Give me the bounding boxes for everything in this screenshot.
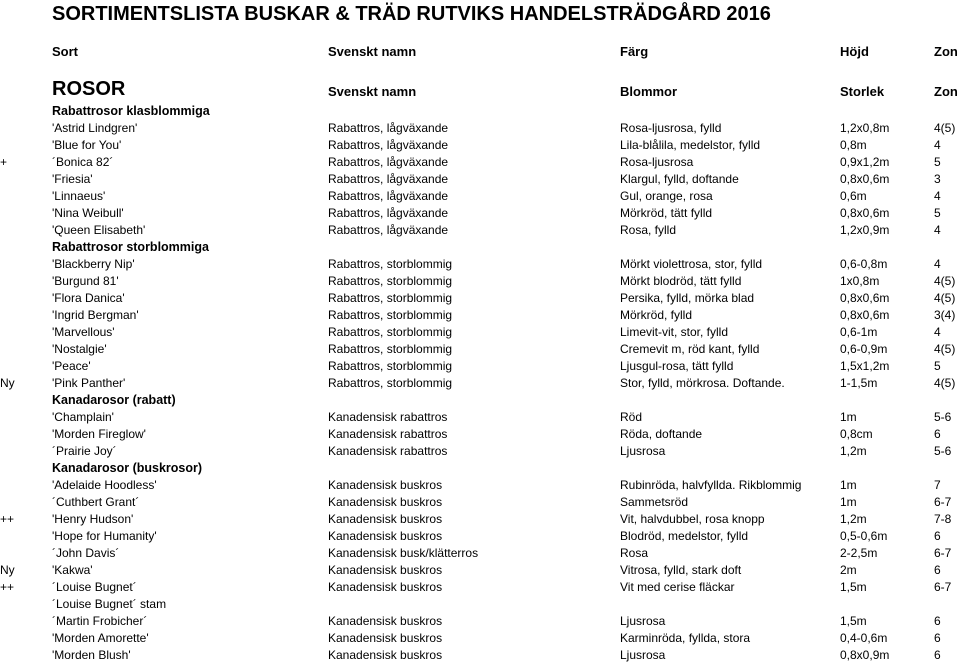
cell-hojd: 1m: [840, 495, 857, 509]
cell-sort: ´Bonica 82´: [52, 155, 114, 169]
cell-svenskt-namn: Rabattros, storblommig: [328, 291, 453, 305]
cell-sort: ´Prairie Joy´: [52, 444, 117, 458]
cell-farg: Rosa-ljusrosa: [620, 155, 694, 169]
cell-sort: 'Morden Fireglow': [52, 427, 146, 441]
table-row: [0, 427, 960, 444]
cell-hojd: 0,8x0,9m: [840, 648, 890, 662]
cell-hojd: 1m: [840, 410, 857, 424]
cell-hojd: 1,2x0,9m: [840, 223, 890, 237]
table-row: [0, 291, 960, 308]
table-row: [0, 121, 960, 138]
cell-sort: 'Astrid Lindgren': [52, 121, 138, 135]
cell-svenskt-namn: Rabattros, lågväxande: [328, 223, 449, 237]
cell-sort: ´Louise Bugnet´ stam: [52, 597, 167, 611]
row-marker: Ny: [0, 376, 15, 390]
cell-zon: 6-7: [934, 495, 952, 509]
cell-sort: ´Louise Bugnet´: [52, 580, 137, 594]
table-row: [0, 172, 960, 189]
cell-zon: 4(5): [934, 274, 956, 288]
table-row: [0, 631, 960, 648]
table-row: [0, 206, 960, 223]
cell-hojd: 0,6-0,9m: [840, 342, 888, 356]
cell-farg: Lila-blålila, medelstor, fylld: [620, 138, 761, 152]
cell-farg: Ljusrosa: [620, 648, 666, 662]
cell-farg: Limevit-vit, stor, fylld: [620, 325, 729, 339]
cell-hojd: 0,6-1m: [840, 325, 878, 339]
cell-sort: 'Morden Blush': [52, 648, 131, 662]
table-row: [0, 138, 960, 155]
table-row: [0, 155, 960, 172]
cell-zon: 4: [934, 257, 941, 271]
cell-zon: 5: [934, 155, 941, 169]
table-row: [0, 495, 960, 512]
table-row: [0, 342, 960, 359]
cell-sort: 'Linnaeus': [52, 189, 106, 203]
subheader-storlek: Storlek: [840, 84, 885, 99]
table-row: [0, 580, 960, 597]
cell-zon: 5-6: [934, 444, 952, 458]
table-row: [0, 308, 960, 325]
cell-hojd: 0,5-0,6m: [840, 529, 888, 543]
cell-svenskt-namn: Kanadensisk rabattros: [328, 410, 448, 424]
cell-svenskt-namn: Kanadensisk buskros: [328, 495, 443, 509]
cell-zon: 7-8: [934, 512, 952, 526]
cell-svenskt-namn: Rabattros, storblommig: [328, 376, 453, 390]
cell-zon: 4: [934, 325, 941, 339]
column-header-svenskt-namn: Svenskt namn: [328, 44, 417, 59]
cell-farg: Vitrosa, fylld, stark doft: [620, 563, 742, 577]
cell-farg: Vit med cerise fläckar: [620, 580, 735, 594]
cell-zon: 3(4): [934, 308, 956, 322]
cell-farg: Ljusrosa: [620, 444, 666, 458]
table-row: [0, 274, 960, 291]
cell-hojd: 1m: [840, 478, 857, 492]
column-header-hojd: Höjd: [840, 44, 869, 59]
cell-svenskt-namn: Rabattros, storblommig: [328, 325, 453, 339]
cell-sort: 'Ingrid Bergman': [52, 308, 139, 322]
cell-zon: 6: [934, 529, 941, 543]
cell-sort: ´Martin Frobicher´: [52, 614, 148, 628]
cell-hojd: 0,8cm: [840, 427, 873, 441]
cell-sort: 'Pink Panther': [52, 376, 126, 390]
cell-sort: 'Blackberry Nip': [52, 257, 135, 271]
cell-zon: 4: [934, 189, 941, 203]
cell-zon: 6: [934, 648, 941, 662]
cell-svenskt-namn: Rabattros, storblommig: [328, 257, 453, 271]
cell-sort: 'Peace': [52, 359, 91, 373]
cell-farg: Röd: [620, 410, 643, 424]
cell-svenskt-namn: Rabattros, lågväxande: [328, 121, 449, 135]
table-row: [0, 376, 960, 393]
cell-farg: Rubinröda, halvfyllda. Rikblommig: [620, 478, 802, 492]
cell-svenskt-namn: Rabattros, lågväxande: [328, 189, 449, 203]
cell-svenskt-namn: Rabattros, lågväxande: [328, 172, 449, 186]
cell-hojd: 2-2,5m: [840, 546, 878, 560]
cell-svenskt-namn: Rabattros, storblommig: [328, 308, 453, 322]
table-row: [0, 563, 960, 580]
cell-hojd: 0,9x1,2m: [840, 155, 890, 169]
cell-zon: 7: [934, 478, 941, 492]
table-row: [0, 189, 960, 206]
cell-sort: 'Marvellous': [52, 325, 115, 339]
cell-svenskt-namn: Kanadensisk rabattros: [328, 444, 448, 458]
cell-svenskt-namn: Kanadensisk buskros: [328, 614, 443, 628]
row-marker: +: [0, 155, 8, 169]
table-row: [0, 444, 960, 461]
cell-sort: 'Queen Elisabeth': [52, 223, 146, 237]
cell-hojd: 1-1,5m: [840, 376, 878, 390]
cell-svenskt-namn: Rabattros, storblommig: [328, 274, 453, 288]
cell-sort: 'Kakwa': [52, 563, 93, 577]
cell-hojd: 1,2x0,8m: [840, 121, 890, 135]
table-row: [0, 257, 960, 274]
cell-zon: 5: [934, 359, 941, 373]
cell-sort: 'Nina Weibull': [52, 206, 124, 220]
cell-farg: Vit, halvdubbel, rosa knopp: [620, 512, 765, 526]
table-row: [0, 410, 960, 427]
cell-svenskt-namn: Kanadensisk buskros: [328, 648, 443, 662]
cell-sort: ´Cuthbert Grant´: [52, 495, 140, 509]
cell-sort: 'Morden Amorette': [52, 631, 149, 645]
cell-hojd: 1x0,8m: [840, 274, 880, 288]
cell-svenskt-namn: Kanadensisk rabattros: [328, 427, 448, 441]
cell-zon: 6: [934, 631, 941, 645]
cell-sort: 'Flora Danica': [52, 291, 125, 305]
group-heading: Kanadarosor (rabatt): [52, 393, 176, 407]
subheader-blommor: Blommor: [620, 84, 678, 99]
cell-farg: Klargul, fylld, doftande: [620, 172, 739, 186]
cell-sort: 'Burgund 81': [52, 274, 119, 288]
cell-svenskt-namn: Kanadensisk buskros: [328, 512, 443, 526]
cell-hojd: 0,4-0,6m: [840, 631, 888, 645]
row-marker: Ny: [0, 563, 15, 577]
cell-sort: 'Blue for You': [52, 138, 122, 152]
cell-farg: Ljusgul-rosa, tätt fylld: [620, 359, 734, 373]
cell-zon: 3: [934, 172, 941, 186]
cell-zon: 6: [934, 427, 941, 441]
cell-zon: 6: [934, 614, 941, 628]
cell-zon: 4: [934, 223, 941, 237]
cell-zon: 4(5): [934, 291, 956, 305]
cell-sort: ´John Davis´: [52, 546, 120, 560]
table-row: [0, 648, 960, 665]
cell-farg: Rosa, fylld: [620, 223, 677, 237]
cell-hojd: 0,8m: [840, 138, 867, 152]
cell-farg: Mörkt violettrosa, stor, fylld: [620, 257, 763, 271]
cell-hojd: 1,2m: [840, 512, 867, 526]
cell-sort: 'Friesia': [52, 172, 93, 186]
row-marker: ++: [0, 580, 15, 594]
cell-zon: 4: [934, 138, 941, 152]
table-row: [0, 359, 960, 376]
cell-svenskt-namn: Kanadensisk buskros: [328, 478, 443, 492]
cell-zon: 6-7: [934, 580, 952, 594]
cell-zon: 6: [934, 563, 941, 577]
section-title: ROSOR: [52, 78, 126, 100]
cell-zon: 5-6: [934, 410, 952, 424]
cell-svenskt-namn: Rabattros, lågväxande: [328, 206, 449, 220]
cell-sort: 'Adelaide Hoodless': [52, 478, 157, 492]
cell-hojd: 0,8x0,6m: [840, 206, 890, 220]
cell-farg: Ljusrosa: [620, 614, 666, 628]
cell-hojd: 2m: [840, 563, 857, 577]
cell-farg: Sammetsröd: [620, 495, 689, 509]
cell-svenskt-namn: Kanadensisk buskros: [328, 529, 443, 543]
cell-svenskt-namn: Kanadensisk buskros: [328, 580, 443, 594]
cell-farg: Rosa-ljusrosa, fylld: [620, 121, 722, 135]
cell-farg: Mörkt blodröd, tätt fylld: [620, 274, 742, 288]
group-heading: Rabattrosor klasblommiga: [52, 104, 210, 118]
cell-farg: Mörkröd, fylld: [620, 308, 693, 322]
cell-zon: 5: [934, 206, 941, 220]
cell-hojd: 0,6m: [840, 189, 867, 203]
table-row: [0, 478, 960, 495]
cell-sort: 'Champlain': [52, 410, 114, 424]
cell-sort: 'Nostalgie': [52, 342, 107, 356]
cell-farg: Rosa: [620, 546, 649, 560]
table-row: [0, 546, 960, 563]
cell-hojd: 0,8x0,6m: [840, 291, 890, 305]
cell-farg: Mörkröd, tätt fylld: [620, 206, 713, 220]
cell-svenskt-namn: Rabattros, storblommig: [328, 342, 453, 356]
cell-hojd: 1,5m: [840, 614, 867, 628]
subheader-zon: Zon: [934, 84, 958, 99]
table-row: [0, 597, 960, 614]
table-row: [0, 529, 960, 546]
cell-sort: 'Hope for Humanity': [52, 529, 157, 543]
cell-svenskt-namn: Kanadensisk busk/klätterros: [328, 546, 479, 560]
cell-sort: 'Henry Hudson': [52, 512, 134, 526]
subheader-svenskt-namn: Svenskt namn: [328, 84, 417, 99]
cell-zon: 4(5): [934, 121, 956, 135]
table-row: [0, 223, 960, 240]
cell-hojd: 0,6-0,8m: [840, 257, 888, 271]
cell-svenskt-namn: Rabattros, storblommig: [328, 359, 453, 373]
cell-zon: 6-7: [934, 546, 952, 560]
cell-zon: 4(5): [934, 376, 956, 390]
table-row: [0, 614, 960, 631]
cell-svenskt-namn: Rabattros, lågväxande: [328, 138, 449, 152]
column-header-zon: Zon: [934, 44, 958, 59]
row-marker: ++: [0, 512, 15, 526]
cell-hojd: 0,8x0,6m: [840, 172, 890, 186]
group-heading: Kanadarosor (buskrosor): [52, 461, 203, 475]
table-row: [0, 512, 960, 529]
cell-farg: Gul, orange, rosa: [620, 189, 713, 203]
column-header-farg: Färg: [620, 44, 649, 59]
cell-farg: Persika, fylld, mörka blad: [620, 291, 755, 305]
cell-farg: Blodröd, medelstor, fylld: [620, 529, 749, 543]
cell-svenskt-namn: Rabattros, lågväxande: [328, 155, 449, 169]
cell-hojd: 1,5m: [840, 580, 867, 594]
cell-farg: Karminröda, fyllda, stora: [620, 631, 751, 645]
cell-hojd: 0,8x0,6m: [840, 308, 890, 322]
cell-hojd: 1,2m: [840, 444, 867, 458]
cell-hojd: 1,5x1,2m: [840, 359, 890, 373]
page-title: SORTIMENTSLISTA BUSKAR & TRÄD RUTVIKS HANDELSTRÄDGÅRD 2016: [52, 3, 771, 25]
cell-farg: Röda, doftande: [620, 427, 703, 441]
cell-svenskt-namn: Kanadensisk buskros: [328, 563, 443, 577]
table-row: [0, 325, 960, 342]
column-header-sort: Sort: [52, 44, 78, 59]
cell-farg: Cremevit m, röd kant, fylld: [620, 342, 760, 356]
cell-farg: Stor, fylld, mörkrosa. Doftande.: [620, 376, 785, 390]
group-heading: Rabattrosor storblommiga: [52, 240, 209, 254]
cell-svenskt-namn: Kanadensisk buskros: [328, 631, 443, 645]
cell-zon: 4(5): [934, 342, 956, 356]
